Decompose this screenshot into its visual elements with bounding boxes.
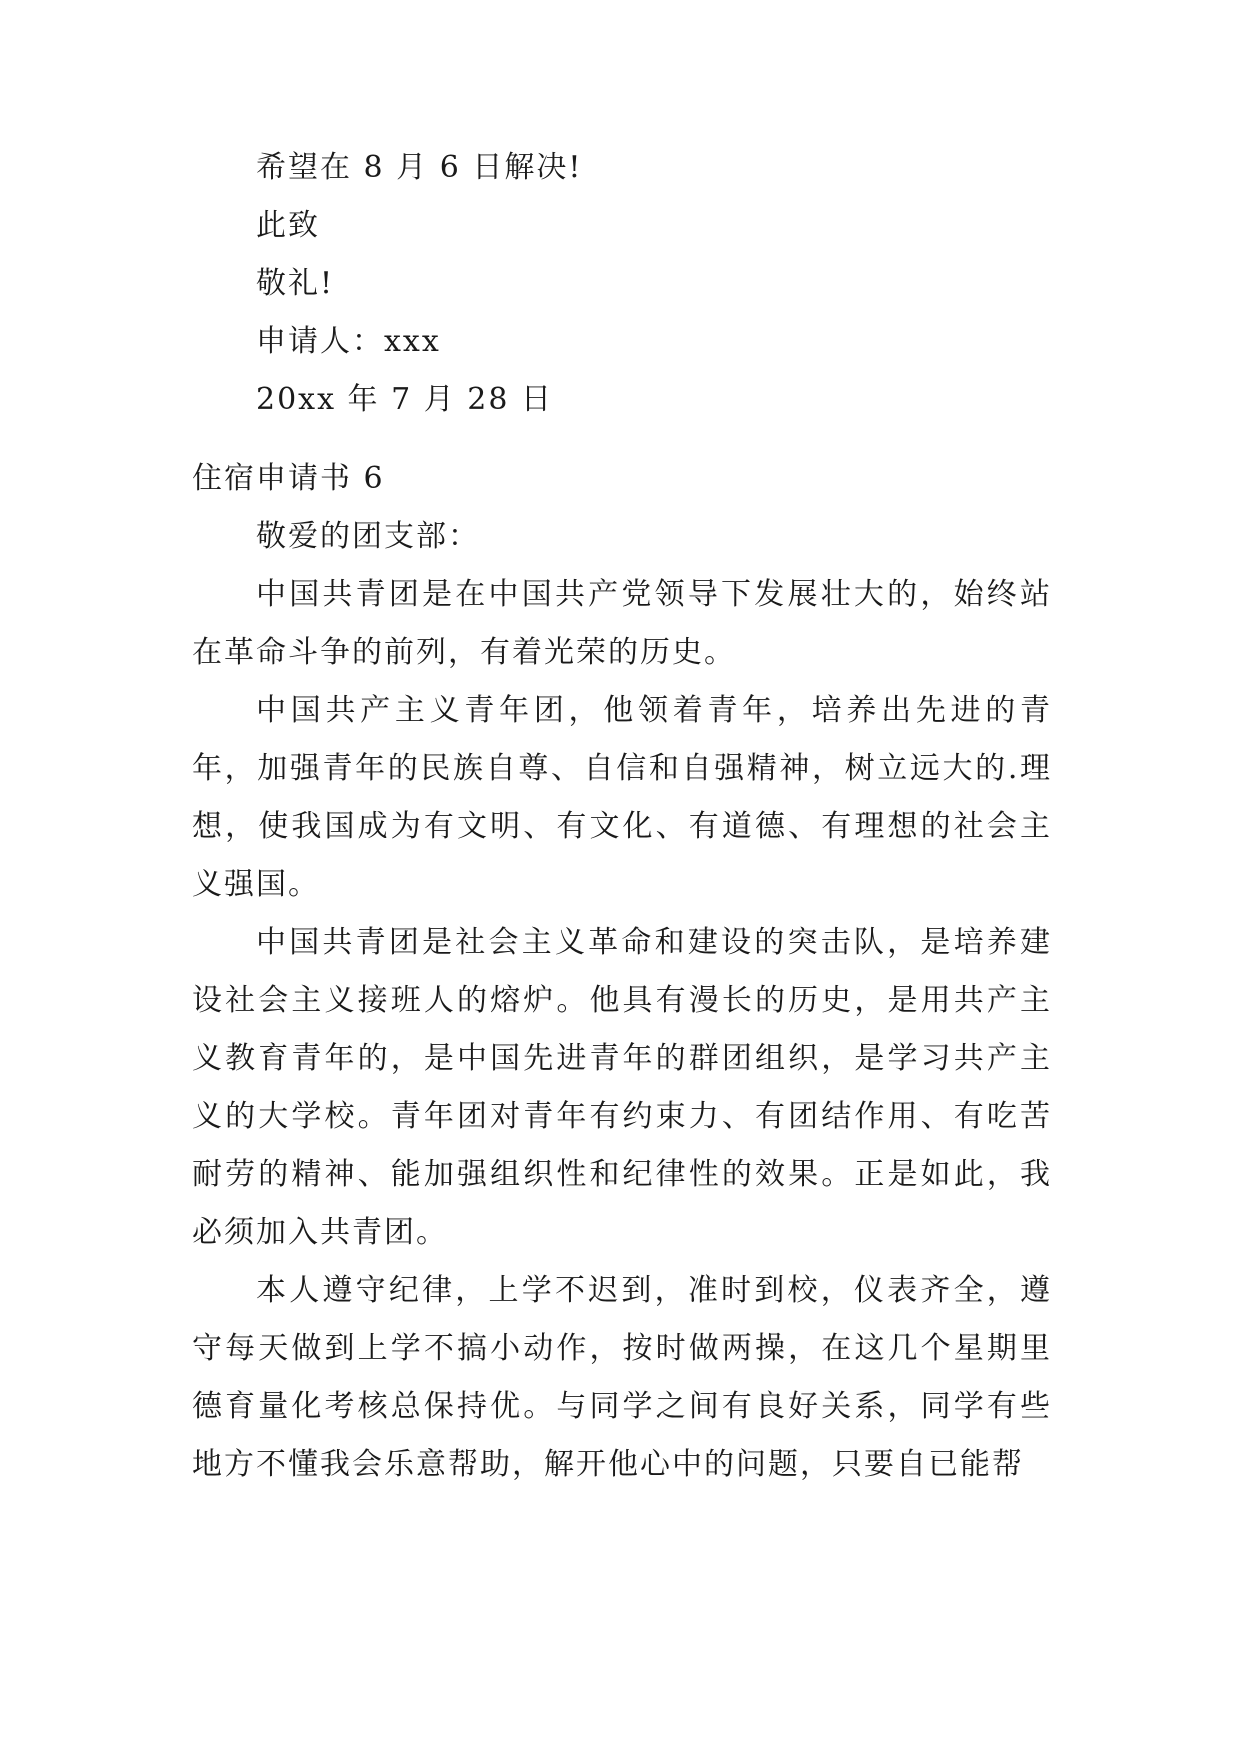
body-paragraph: 本人遵守纪律，上学不迟到，准时到校，仪表齐全，遵守每天做到上学不搞小动作，按时做两操，在这几个星期里德育量化考核总保持优。与同学之间有良好关系，同学有些地方不懂我会乐意帮助，解开他心中的问题，只要自已能帮 <box>192 1273 1052 1482</box>
closing-salute: 此致 <box>256 208 320 243</box>
closing-regards: 敬礼! <box>256 266 335 301</box>
body-paragraph: 中国共产主义青年团，他领着青年，培养出先进的青年，加强青年的民族自尊、自信和自强精神，树立远大的.理想，使我国成为有文明、有文化、有道德、有理想的社会主义强国。 <box>192 693 1052 902</box>
closing-applicant: 申请人：xxx <box>256 324 441 359</box>
section-title: 住宿申请书 6 <box>192 461 385 496</box>
closing-wish: 希望在 8 月 6 日解决! <box>256 150 583 185</box>
letter-closing <box>192 139 1052 429</box>
application-section <box>192 450 1052 1494</box>
body-paragraph: 中国共青团是社会主义革命和建设的突击队，是培养建设社会主义接班人的熔炉。他具有漫长的历史，是用共产主义教育青年的，是中国先进青年的群团组织，是学习共产主义的大学校。青年团对青年有约束力、有团结作用、有吃苦耐劳的精神、能加强组织性和纪律性的效果。正是如此，我必须加入共青团。 <box>192 925 1052 1250</box>
salutation: 敬爱的团支部： <box>256 519 480 554</box>
body-paragraph: 中国共青团是在中国共产党领导下发展壮大的，始终站在革命斗争的前列，有着光荣的历史。 <box>192 577 1052 670</box>
closing-date: 20xx 年 7 月 28 日 <box>256 382 553 417</box>
